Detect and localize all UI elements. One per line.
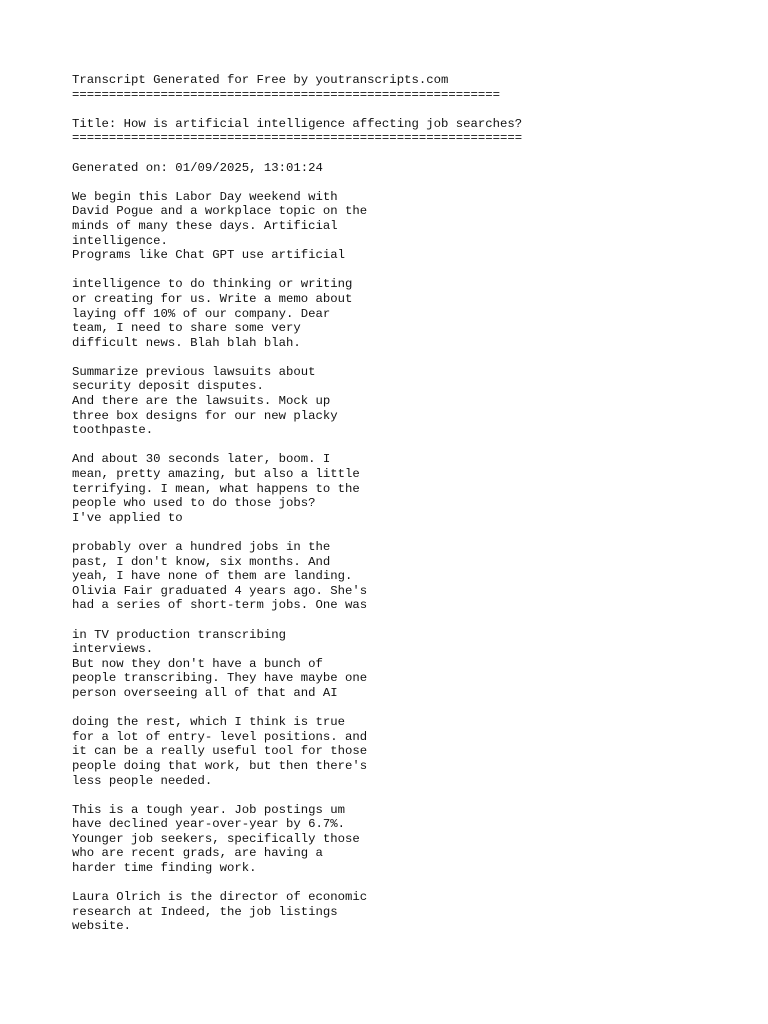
transcript-line: But now they don't have a bunch of (72, 656, 323, 671)
transcript-line: website. (72, 919, 132, 934)
transcript-line: less people needed. (72, 773, 213, 788)
generated-timestamp: Generated on: 01/09/2025, 13:01:24 (72, 160, 323, 175)
transcript-line: minds of many these days. Artificial (72, 218, 338, 233)
paragraph-spacer (72, 613, 752, 628)
transcript-line: This is a tough year. Job postings um (72, 802, 346, 817)
transcript-line: have declined year-over-year by 6.7%. (72, 817, 346, 832)
transcript-paragraph (72, 803, 752, 876)
transcript-line: David Pogue and a workplace topic on the (72, 204, 368, 219)
transcript-line: And about 30 seconds later, boom. I (72, 452, 331, 467)
transcript-line: had a series of short-term jobs. One was (72, 598, 368, 613)
transcript-line: We begin this Labor Day weekend with (72, 189, 338, 204)
transcript-line: I've applied to (72, 510, 183, 525)
transcript-line: intelligence. (72, 233, 168, 248)
transcript-header: Transcript Generated for Free by youtranscripts.com (72, 73, 449, 87)
transcript-line: interviews. (72, 642, 154, 657)
paragraph-spacer (72, 350, 752, 365)
transcript-line: for a lot of entry- level positions. and (72, 729, 368, 744)
paragraph-spacer (72, 438, 752, 453)
transcript-line: people transcribing. They have maybe one (72, 671, 368, 686)
transcript-line: past, I don't know, six months. And (72, 554, 331, 569)
transcript-line: yeah, I have none of them are landing. (72, 569, 353, 584)
paragraph-spacer (72, 701, 752, 716)
transcript-line: people who used to do those jobs? (72, 496, 316, 511)
transcript-line: who are recent grads, are having a (72, 846, 323, 861)
transcript-line: doing the rest, which I think is true (72, 715, 346, 730)
transcript-paragraph (72, 452, 752, 525)
transcript-line: harder time finding work. (72, 861, 257, 876)
transcript-page (72, 73, 752, 934)
transcript-paragraph (72, 890, 752, 934)
transcript-line: terrifying. I mean, what happens to the (72, 481, 360, 496)
transcript-line: toothpaste. (72, 423, 154, 438)
title-rule: ============================================================= (72, 131, 523, 146)
transcript-line: it can be a really useful tool for those (72, 744, 368, 759)
paragraph-spacer (72, 788, 752, 803)
transcript-paragraph (72, 540, 752, 613)
transcript-paragraph (72, 190, 752, 263)
paragraph-spacer (72, 263, 752, 278)
transcript-title: Title: How is artificial intelligence affecting job searches? (72, 116, 523, 131)
transcript-line: Summarize previous lawsuits about (72, 364, 316, 379)
transcript-line: laying off 10% of our company. Dear (72, 306, 331, 321)
transcript-line: And there are the lawsuits. Mock up (72, 394, 331, 409)
transcript-line: team, I need to share some very (72, 321, 301, 336)
spacer (72, 146, 752, 161)
transcript-paragraph (72, 277, 752, 350)
transcript-line: Olivia Fair graduated 4 years ago. She's (72, 583, 368, 598)
transcript-line: difficult news. Blah blah blah. (72, 335, 301, 350)
transcript-paragraph (72, 715, 752, 788)
transcript-line: probably over a hundred jobs in the (72, 540, 331, 554)
paragraph-spacer (72, 525, 752, 540)
transcript-line: in TV production transcribing (72, 627, 287, 642)
header-rule: ========================================================== (72, 87, 501, 102)
transcript-line: security deposit disputes. (72, 379, 264, 394)
transcript-line: Laura Olrich is the director of economic (72, 890, 368, 905)
transcript-paragraph (72, 628, 752, 701)
spacer (72, 102, 752, 117)
paragraph-spacer (72, 876, 752, 891)
transcript-body (72, 190, 752, 934)
transcript-line: Younger job seekers, specifically those (72, 831, 360, 846)
transcript-line: three box designs for our new placky (72, 408, 338, 423)
transcript-line: Programs like Chat GPT use artificial (72, 248, 346, 263)
transcript-line: people doing that work, but then there's (72, 758, 368, 773)
spacer (72, 175, 752, 190)
transcript-paragraph (72, 365, 752, 438)
transcript-line: research at Indeed, the job listings (72, 904, 338, 919)
transcript-line: mean, pretty amazing, but also a little (72, 467, 360, 482)
transcript-line: or creating for us. Write a memo about (72, 291, 353, 306)
transcript-line: intelligence to do thinking or writing (72, 277, 353, 292)
transcript-line: person overseeing all of that and AI (72, 685, 338, 700)
